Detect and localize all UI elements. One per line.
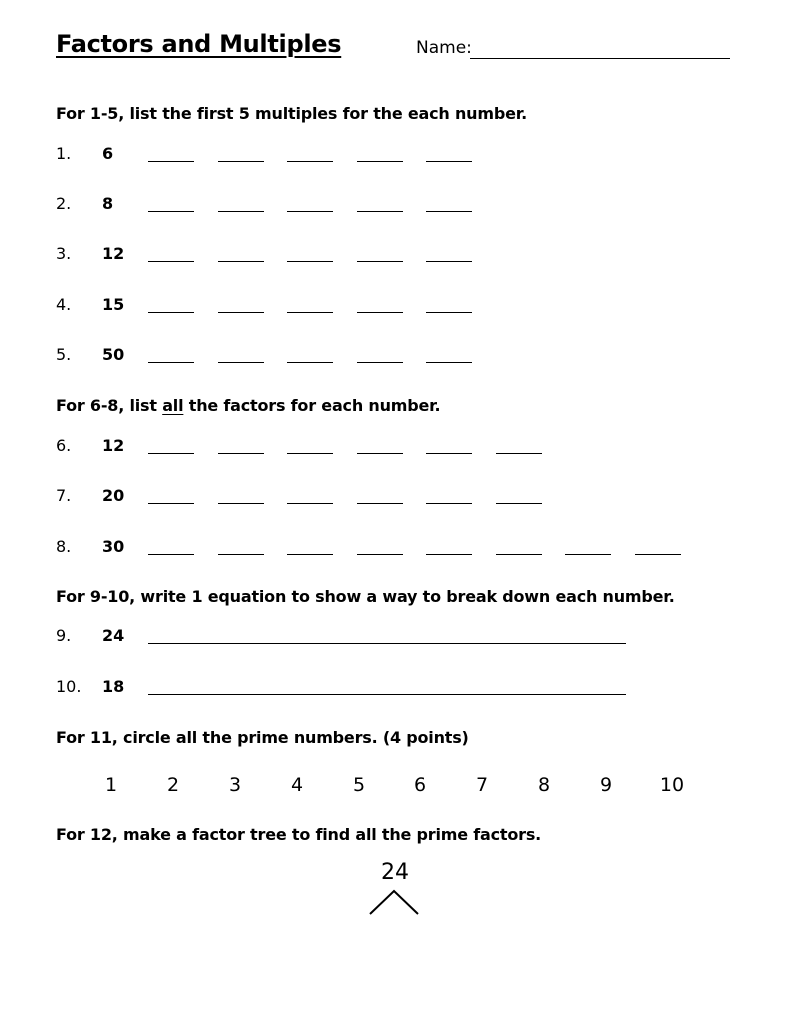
prime-choice[interactable]: 3: [228, 774, 242, 796]
answer-blank[interactable]: [148, 453, 194, 454]
answer-blank[interactable]: [357, 503, 403, 504]
answer-blank[interactable]: [426, 161, 472, 162]
question-number: 6.: [56, 436, 72, 455]
equation-answer-line[interactable]: [148, 643, 626, 644]
question-number: 2.: [56, 194, 72, 213]
answer-blank[interactable]: [287, 312, 333, 313]
instruction-factor-tree: For 12, make a factor tree to find all the prime factors.: [56, 825, 542, 844]
answer-blank[interactable]: [287, 503, 333, 504]
answer-blank[interactable]: [148, 503, 194, 504]
prime-choice[interactable]: 5: [352, 774, 366, 796]
question-value: 12: [102, 244, 125, 263]
answer-blank[interactable]: [148, 554, 194, 555]
question-number: 1.: [56, 144, 72, 163]
answer-blank[interactable]: [357, 453, 403, 454]
answer-blank[interactable]: [426, 211, 472, 212]
answer-blank[interactable]: [426, 554, 472, 555]
answer-blank[interactable]: [426, 503, 472, 504]
instruction-equations: For 9-10, write 1 equation to show a way to break down each number.: [56, 587, 675, 606]
answer-blank[interactable]: [287, 453, 333, 454]
question-value: 15: [102, 295, 125, 314]
question-value: 20: [102, 486, 125, 505]
instruction-multiples: For 1-5, list the first 5 multiples for the each number.: [56, 104, 528, 123]
prime-choice[interactable]: 8: [537, 774, 551, 796]
question-number: 7.: [56, 486, 72, 505]
question-value: 24: [102, 626, 125, 645]
prime-choice[interactable]: 4: [290, 774, 304, 796]
question-number: 8.: [56, 537, 72, 556]
answer-blank[interactable]: [148, 362, 194, 363]
question-value: 8: [102, 194, 114, 213]
worksheet-title: Factors and Multiples: [56, 30, 342, 58]
answer-blank[interactable]: [218, 362, 264, 363]
instruction-factors-suffix: the factors for each number.: [183, 396, 441, 415]
answer-blank[interactable]: [218, 312, 264, 313]
prime-choice[interactable]: 7: [475, 774, 489, 796]
answer-blank[interactable]: [148, 312, 194, 313]
question-value: 30: [102, 537, 125, 556]
instruction-factors-emphasis: all: [162, 396, 184, 415]
answer-blank[interactable]: [426, 453, 472, 454]
question-value: 6: [102, 144, 114, 163]
answer-blank[interactable]: [357, 362, 403, 363]
factor-tree-branches: [366, 888, 422, 918]
name-label: Name:: [416, 38, 472, 58]
answer-blank[interactable]: [218, 453, 264, 454]
question-number: 3.: [56, 244, 72, 263]
answer-blank[interactable]: [496, 453, 542, 454]
prime-choice[interactable]: 9: [599, 774, 613, 796]
prime-choice[interactable]: 1: [104, 774, 118, 796]
name-answer-line[interactable]: [470, 58, 730, 59]
answer-blank[interactable]: [635, 554, 681, 555]
answer-blank[interactable]: [218, 554, 264, 555]
prime-choice[interactable]: 6: [413, 774, 427, 796]
answer-blank[interactable]: [218, 161, 264, 162]
factor-tree-branch-line: [370, 891, 418, 914]
answer-blank[interactable]: [565, 554, 611, 555]
question-number: 5.: [56, 345, 72, 364]
answer-blank[interactable]: [496, 503, 542, 504]
question-number: 4.: [56, 295, 72, 314]
answer-blank[interactable]: [287, 211, 333, 212]
answer-blank[interactable]: [287, 362, 333, 363]
prime-choice[interactable]: 10: [659, 774, 685, 796]
answer-blank[interactable]: [287, 261, 333, 262]
instruction-primes: For 11, circle all the prime numbers. (4 points): [56, 728, 469, 747]
instruction-factors-prefix: For 6-8, list: [56, 396, 163, 415]
equation-answer-line[interactable]: [148, 694, 626, 695]
answer-blank[interactable]: [287, 161, 333, 162]
factor-tree-root: 24: [381, 860, 409, 885]
answer-blank[interactable]: [218, 261, 264, 262]
answer-blank[interactable]: [357, 261, 403, 262]
answer-blank[interactable]: [426, 261, 472, 262]
prime-choice[interactable]: 2: [166, 774, 180, 796]
answer-blank[interactable]: [357, 312, 403, 313]
answer-blank[interactable]: [218, 211, 264, 212]
question-value: 12: [102, 436, 125, 455]
answer-blank[interactable]: [148, 261, 194, 262]
answer-blank[interactable]: [148, 161, 194, 162]
answer-blank[interactable]: [357, 161, 403, 162]
question-number: 10.: [56, 677, 82, 696]
answer-blank[interactable]: [218, 503, 264, 504]
instruction-factors: [56, 396, 440, 415]
answer-blank[interactable]: [357, 211, 403, 212]
question-value: 18: [102, 677, 125, 696]
answer-blank[interactable]: [496, 554, 542, 555]
answer-blank[interactable]: [357, 554, 403, 555]
question-value: 50: [102, 345, 125, 364]
answer-blank[interactable]: [287, 554, 333, 555]
answer-blank[interactable]: [426, 312, 472, 313]
answer-blank[interactable]: [426, 362, 472, 363]
answer-blank[interactable]: [148, 211, 194, 212]
question-number: 9.: [56, 626, 72, 645]
